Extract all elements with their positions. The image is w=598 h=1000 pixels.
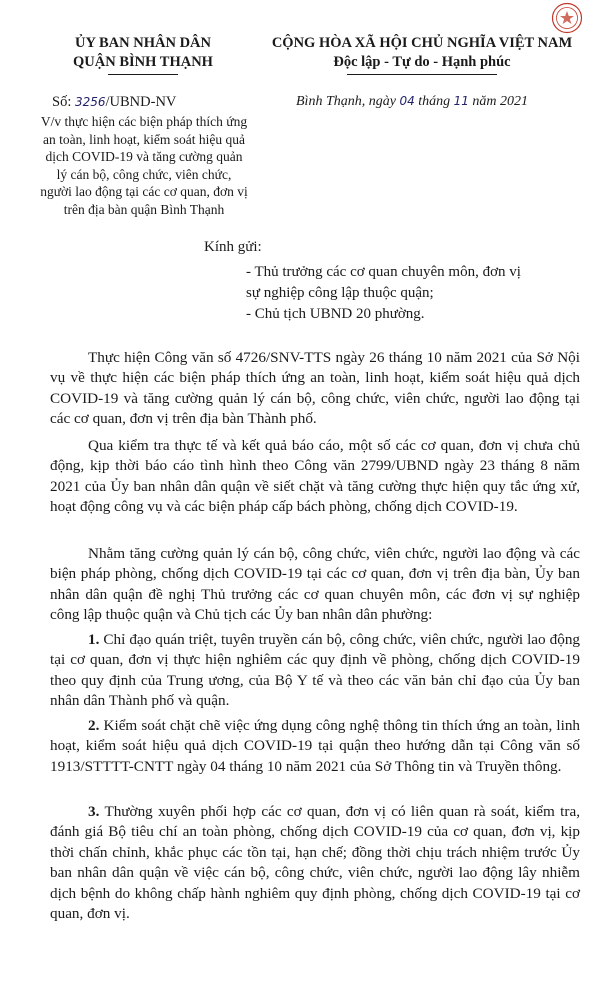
date-day: 04 (399, 94, 415, 108)
subject-line: V/v thực hiện các biện pháp thích ứng (40, 114, 248, 129)
subject-line: lý cán bộ, công chức, viên chức, (56, 166, 232, 182)
motto: Độc lập - Tự do - Hạnh phúc (333, 54, 511, 70)
item-number: 1. (88, 631, 100, 648)
national-title (262, 34, 582, 75)
item-number: 3. (88, 803, 100, 820)
subject-line: người lao động tại các cơ quan, đơn vị (40, 184, 248, 199)
document-number (52, 94, 176, 111)
org-line-2: QUẬN BÌNH THẠNH (73, 54, 213, 70)
docno-handwritten: 3256 (74, 95, 106, 109)
date-place: Bình Thạnh, ngày (296, 94, 396, 109)
date-year: năm 2021 (472, 94, 529, 109)
date-line (296, 94, 528, 110)
date-month-label: tháng (418, 94, 451, 109)
list-item-3 (50, 802, 580, 924)
nation-name: CỘNG HÒA XÃ HỘI CHỦ NGHĨA VIỆT NAM (271, 35, 573, 51)
item-text: Chỉ đạo quán triệt, tuyên truyền cán bộ, công chức, viên chức, người lao động tại cơ quan, đơn vị thực hiện nghiêm các quy định về phòng, chống dịch COVID-19 theo quy định của Trung ương, của Bộ Y tế và theo các văn bản chỉ đạo của Ủy ban nhân dân Thành phố và quận. (50, 631, 581, 710)
org-underline (108, 74, 178, 75)
date-month: 11 (453, 94, 469, 108)
paragraph-1: Thực hiện Công văn số 4726/SNV-TTS ngày 26 tháng 10 năm 2021 của Sở Nội vụ về thực hiện các biện pháp thích ứng an toàn, linh hoạt, kiểm soát hiệu quả dịch COVID-19 và tăng cường quản lý cán bộ, công chức, viên chức, người lao động tại các cơ quan, đơn vị trên địa bàn Thành phố. (50, 349, 580, 428)
org-line-1: ỦY BAN NHÂN DÂN (74, 35, 211, 51)
red-seal-icon (551, 2, 583, 34)
subject-line: an toàn, linh hoạt, kiểm soát hiệu quả (42, 131, 246, 147)
recipient-line-3: - Chủ tịch UBND 20 phường. (246, 306, 425, 322)
motto-underline (347, 74, 497, 75)
subject (20, 113, 268, 218)
issuing-authority (28, 34, 258, 75)
recipients-label: Kính gửi: (204, 239, 262, 255)
docno-prefix: Số: (52, 94, 72, 110)
list-item-2 (50, 716, 580, 777)
item-text: Thường xuyên phối hợp các cơ quan, đơn vị có liên quan rà soát, kiểm tra, đánh giá Bộ tiêu chí an toàn phòng, chống dịch COVID-19 của cơ quan, đơn vị, kịp thời chấn chỉnh, khắc phục các tồn tại, hạn chế; đồng thời chịu trách nhiệm trước Ủy ban nhân dân quận về việc cán bộ, công chức, viên chức, người lao động lây nhiễm dịch bệnh do không chấp hành nghiêm quy định phòng, chống dịch COVID-19 tại cơ quan, đơn vị. (50, 803, 580, 923)
subject-line: dịch COVID-19 và tăng cường quản (45, 149, 243, 164)
recipient-line-2: sự nghiệp công lập thuộc quận; (246, 285, 434, 301)
paragraph-2: Qua kiểm tra thực tế và kết quả báo cáo, một số các cơ quan, đơn vị chưa chủ động, kịp thời báo cáo tình hình theo Công văn 2799/UBND ngày 23 tháng 8 năm 2021 của Ủy ban nhân dân quận về siết chặt và tăng cường thực hiện quy tắc ứng xử, hoạt động công vụ và các biện pháp cấp bách phòng, chống dịch COVID-19. (50, 437, 580, 516)
item-number: 2. (88, 717, 100, 734)
docno-suffix: /UBND-NV (105, 94, 177, 110)
list-item-1 (50, 630, 580, 712)
recipient-line-1: - Thủ trưởng các cơ quan chuyên môn, đơn vị (246, 264, 521, 280)
subject-line: trên địa bàn quận Bình Thạnh (63, 201, 225, 217)
paragraph-3: Nhằm tăng cường quản lý cán bộ, công chức, viên chức, người lao động và các biện pháp phòng, chống dịch COVID-19 tại các cơ quan, đơn vị trên địa bàn, Ủy ban nhân dân quận đề nghị Thủ trưởng các cơ quan chuyên môn, các đơn vị sự nghiệp công lập thuộc quận và Chủ tịch các Ủy ban nhân dân phường: (50, 545, 580, 624)
item-text: Kiểm soát chặt chẽ việc ứng dụng công nghệ thông tin thích ứng an toàn, linh hoạt, kiểm soát hiệu quả dịch COVID-19 tại quận theo hướng dẫn tại Công văn số 1913/STTTT-CNTT ngày 04 tháng 10 năm 2021 của Sở Thông tin và Truyền thông. (50, 717, 581, 775)
